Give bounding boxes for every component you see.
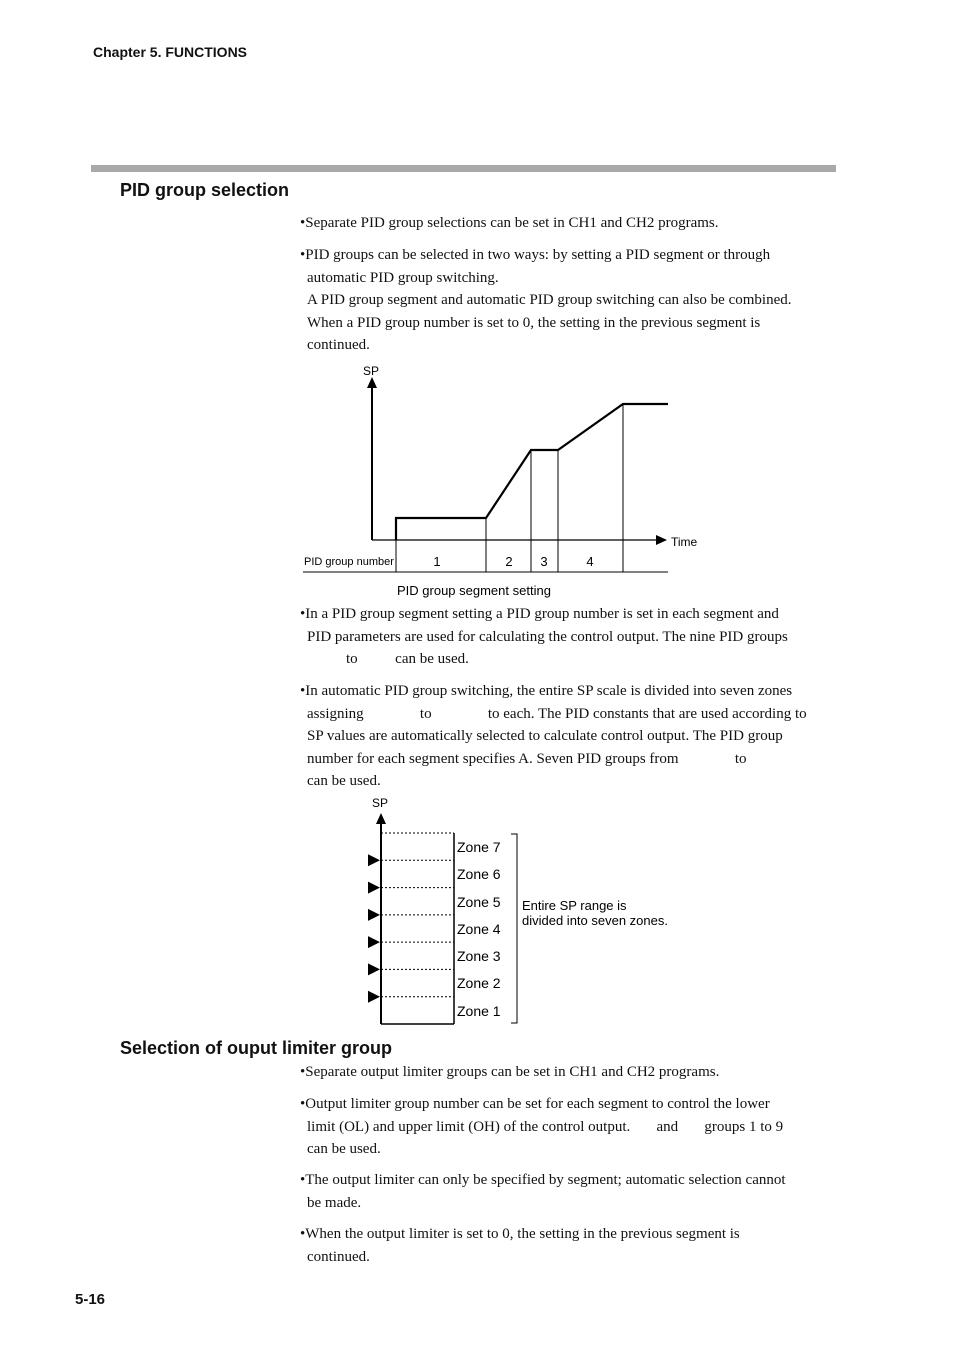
zone-marker-triangle-icon	[368, 963, 380, 975]
page-number: 5-16	[75, 1291, 106, 1308]
zone-marker-triangle-icon	[368, 882, 380, 894]
paragraph-line: •Separate PID group selections can be set in CH1 and CH2 programs.	[300, 215, 719, 231]
x-axis-label: Time	[671, 535, 698, 549]
paragraph-line: •PID groups can be selected in two ways: by setting a PID segment or through	[300, 247, 771, 263]
paragraph	[300, 603, 788, 671]
paragraph-line: When a PID group number is set to 0, the setting in the previous segment is	[307, 314, 761, 331]
y-axis-label: SP	[363, 364, 380, 378]
paragraph	[300, 1093, 783, 1161]
range-note: divided into seven zones.	[522, 913, 668, 928]
section-divider	[91, 165, 836, 172]
zone-label: Zone 1	[457, 1003, 501, 1019]
paragraph-line: limit (OL) and upper limit (OH) of the control output. and groups 1 to 9	[307, 1118, 784, 1135]
segment-number: 1	[433, 554, 441, 569]
row-label: PID group number	[304, 556, 394, 568]
chapter-header: Chapter 5. FUNCTIONS	[93, 44, 248, 60]
sp-zones-figure	[360, 790, 700, 1030]
paragraph	[300, 1061, 719, 1084]
figure-caption: PID group segment setting	[397, 583, 551, 598]
y-axis-arrow-icon	[367, 377, 377, 388]
paragraph	[300, 212, 719, 235]
zone-label: Zone 4	[457, 921, 501, 937]
zone-label: Zone 7	[457, 839, 501, 855]
paragraph-line: automatic PID group switching.	[307, 269, 499, 286]
paragraph	[300, 244, 792, 357]
paragraph-line: to can be used.	[346, 651, 469, 667]
zone-marker-triangle-icon	[368, 991, 380, 1003]
section-title-output-limiter: Selection of ouput limiter group	[120, 1038, 392, 1058]
paragraph-line: can be used.	[307, 1141, 381, 1157]
paragraph	[300, 1169, 786, 1214]
zone-label: Zone 5	[457, 894, 501, 910]
zone-marker-triangle-icon	[368, 854, 380, 866]
paragraph-line: continued.	[307, 337, 370, 353]
y-axis-label: SP	[372, 796, 389, 810]
zone-marker-triangle-icon	[368, 909, 380, 921]
segment-number: 4	[586, 554, 594, 569]
paragraph-line: PID parameters are used for calculating the control output. The nine PID groups	[307, 628, 788, 645]
x-axis-arrow-icon	[656, 535, 667, 545]
zone-label: Zone 6	[457, 866, 501, 882]
segment-number: 2	[505, 554, 513, 569]
paragraph	[300, 1223, 740, 1268]
section-title-pid-group-selection: PID group selection	[120, 180, 290, 200]
paragraph-line: •Output limiter group number can be set for each segment to control the lower	[300, 1096, 770, 1112]
paragraph-line: can be used.	[307, 773, 381, 789]
paragraph-line: •The output limiter can only be specified by segment; automatic selection cannot	[300, 1172, 786, 1188]
zone-label: Zone 2	[457, 975, 501, 991]
paragraph-line: continued.	[307, 1248, 370, 1265]
sp-profile-line	[396, 404, 668, 540]
paragraph-line: •Separate output limiter groups can be set in CH1 and CH2 programs.	[300, 1064, 720, 1080]
range-bracket	[511, 834, 517, 1023]
paragraph-line: •In a PID group segment setting a PID group number is set in each segment and	[300, 606, 779, 622]
paragraph-line: be made.	[307, 1194, 362, 1211]
range-note: Entire SP range is	[522, 898, 627, 913]
paragraph-line: •When the output limiter is set to 0, the setting in the previous segment is	[300, 1226, 740, 1242]
paragraph-line: number for each segment specifies A. Seven PID groups from to	[307, 750, 747, 767]
segment-number: 3	[540, 554, 548, 569]
paragraph-line: A PID group segment and automatic PID group switching can also be combined.	[307, 292, 792, 308]
zone-label: Zone 3	[457, 948, 501, 964]
paragraph	[300, 680, 807, 793]
paragraph-line: •In automatic PID group switching, the entire SP scale is divided into seven zones	[300, 683, 793, 699]
pid-segment-figure	[290, 360, 710, 610]
zone-marker-triangle-icon	[368, 936, 380, 948]
paragraph-line: assigning to to each. The PID constants that are used according to	[307, 705, 807, 722]
y-axis-arrow-icon	[376, 813, 386, 824]
paragraph-line: SP values are automatically selected to calculate control output. The PID group	[307, 728, 783, 744]
